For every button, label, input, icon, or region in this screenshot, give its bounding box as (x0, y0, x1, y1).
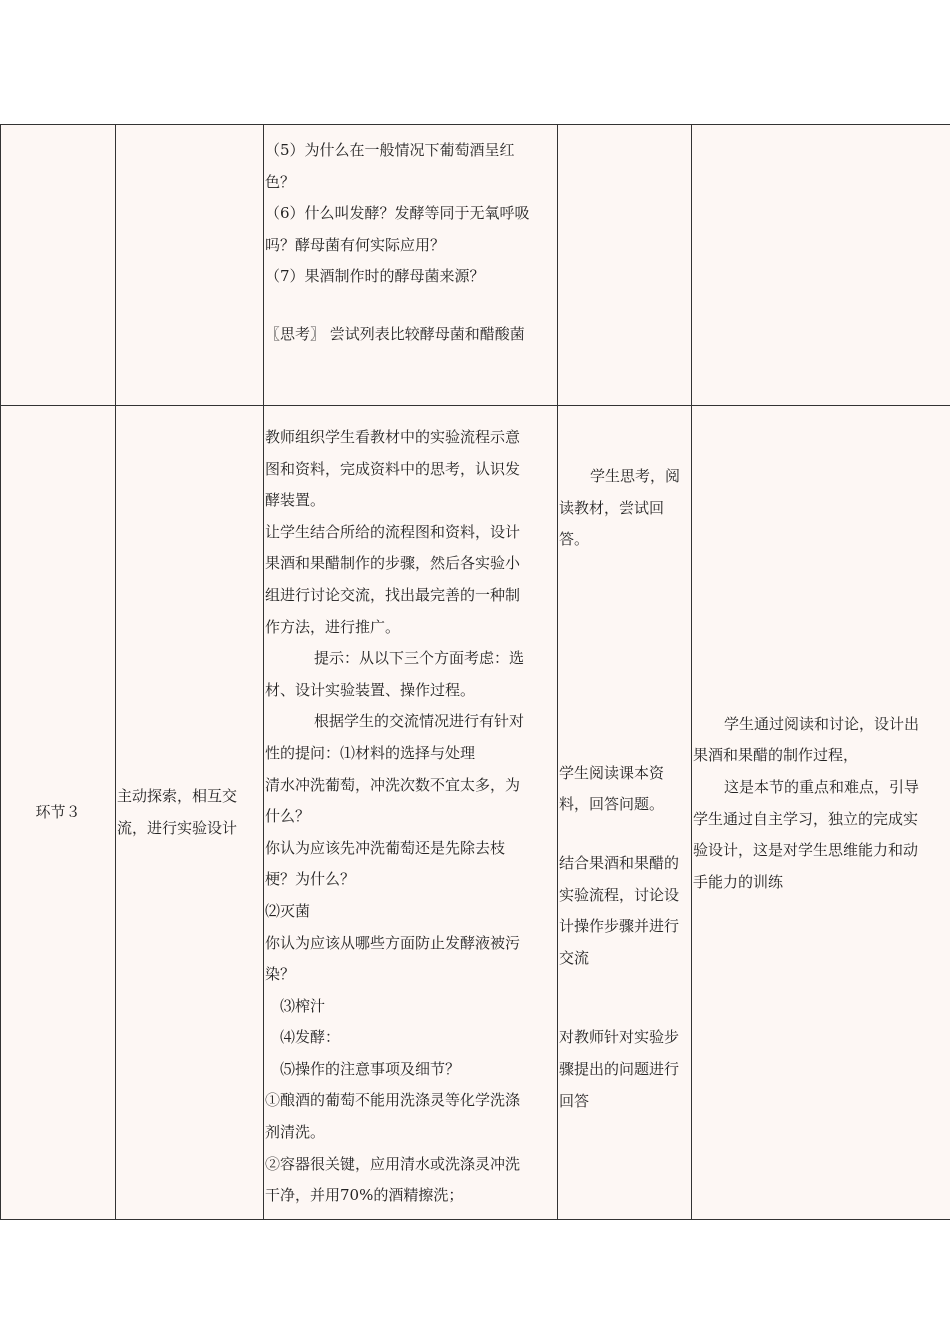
question-6-cont: 吗？酵母菌有何实际应用？ (265, 235, 446, 254)
teacher-line: 清水冲洗葡萄，冲洗次数不宜太多，为 (265, 775, 521, 794)
teacher-line: 根据学生的交流情况进行有针对 (314, 712, 525, 731)
design-intent-cell (692, 406, 950, 1220)
stage-cell (1, 125, 116, 406)
teacher-line: 图和资料，完成资料中的思考，认识发 (265, 459, 521, 478)
teacher-line: 干净，并用70%的酒精擦洗； (265, 1186, 464, 1205)
teacher-line: ⑵灭菌 (265, 901, 311, 920)
student-line: 结合果酒和果醋的 (559, 853, 680, 872)
teacher-line: 作方法，进行推广。 (265, 617, 401, 636)
student-line: 答。 (559, 530, 590, 549)
activity-cell (116, 406, 264, 1220)
intent-line: 手能力的训练 (693, 872, 784, 891)
question-6: （6）什么叫发酵？发酵等同于无氧呼吸 (265, 204, 530, 223)
teacher-line: 什么？ (265, 807, 311, 826)
teacher-line: ⑸操作的注意事项及细节？ (280, 1059, 461, 1078)
teacher-line: 梗？为什么？ (265, 870, 356, 889)
stage-cell (1, 406, 116, 1220)
teacher-line: 材、设计实验装置、操作过程。 (265, 680, 476, 699)
student-line: 交流 (559, 948, 590, 967)
table-row (1, 125, 950, 406)
student-line: 学生思考，阅 (590, 467, 681, 485)
question-7: （7）果酒制作时的酵母菌来源？ (265, 267, 485, 286)
activity-line: 主动探索，相互交 (117, 786, 238, 805)
think-prompt: 〖思考〗 尝试列表比较酵母菌和醋酸菌 (265, 324, 525, 343)
teacher-line: 性的提问：⑴材料的选择与处理 (265, 743, 476, 762)
student-line: 计操作步骤并进行 (559, 917, 680, 936)
teacher-line: ⑷发酵： (280, 1028, 341, 1047)
activity-cell (116, 125, 264, 406)
teacher-activity-cell (264, 125, 558, 406)
teacher-line: 酵装置。 (265, 491, 326, 510)
intent-line: 验设计，这是对学生思维能力和动 (693, 841, 919, 860)
student-line: 读教材，尝试回 (559, 498, 665, 517)
teacher-activity-cell (264, 406, 558, 1220)
lesson-plan-table (0, 124, 950, 1220)
student-activity-cell (558, 406, 692, 1220)
teacher-line: 教师组织学生看教材中的实验流程示意 (265, 428, 521, 446)
teacher-line: ②容器很关键，应用清水或洗涤灵冲洗 (265, 1154, 521, 1173)
teacher-line: 果酒和果醋制作的步骤，然后各实验小 (265, 554, 521, 573)
intent-line: 果酒和果醋的制作过程， (693, 746, 859, 765)
student-line: 骤提出的问题进行 (559, 1059, 680, 1078)
teacher-line: 让学生结合所给的流程图和资料，设计 (265, 522, 521, 541)
teacher-line: ⑶榨汁 (280, 996, 326, 1015)
teacher-line: 剂清洗。 (265, 1123, 326, 1142)
teacher-line: 染？ (265, 965, 296, 984)
design-intent-cell (692, 125, 950, 406)
student-line: 料，回答问题。 (559, 795, 665, 814)
teacher-line: 你认为应该先冲洗葡萄还是先除去枝 (265, 838, 506, 857)
teacher-line: 你认为应该从哪些方面防止发酵液被污 (265, 933, 521, 952)
teacher-line: ①酿酒的葡萄不能用洗涤灵等化学洗涤 (265, 1091, 521, 1110)
teacher-line: 组进行讨论交流，找出最完善的一种制 (265, 585, 521, 604)
student-line: 回答 (559, 1091, 590, 1110)
intent-line: 学生通过自主学习，独立的完成实 (693, 809, 919, 828)
student-activity-cell (558, 125, 692, 406)
question-5-cont: 色？ (265, 172, 296, 191)
intent-line: 学生通过阅读和讨论，设计出 (724, 714, 920, 733)
student-line: 对教师针对实验步 (559, 1028, 680, 1047)
student-line: 实验流程，讨论设 (559, 885, 680, 904)
table-row (1, 406, 950, 1220)
activity-line: 流，进行实验设计 (117, 818, 238, 837)
stage-label: 环节３ (35, 802, 81, 821)
question-5: （5）为什么在一般情况下葡萄酒呈红 (265, 141, 515, 159)
intent-line: 这是本节的重点和难点，引导 (724, 777, 920, 796)
teacher-line: 提示：从以下三个方面考虑：选 (314, 649, 525, 668)
student-line: 学生阅读课本资 (559, 763, 665, 782)
